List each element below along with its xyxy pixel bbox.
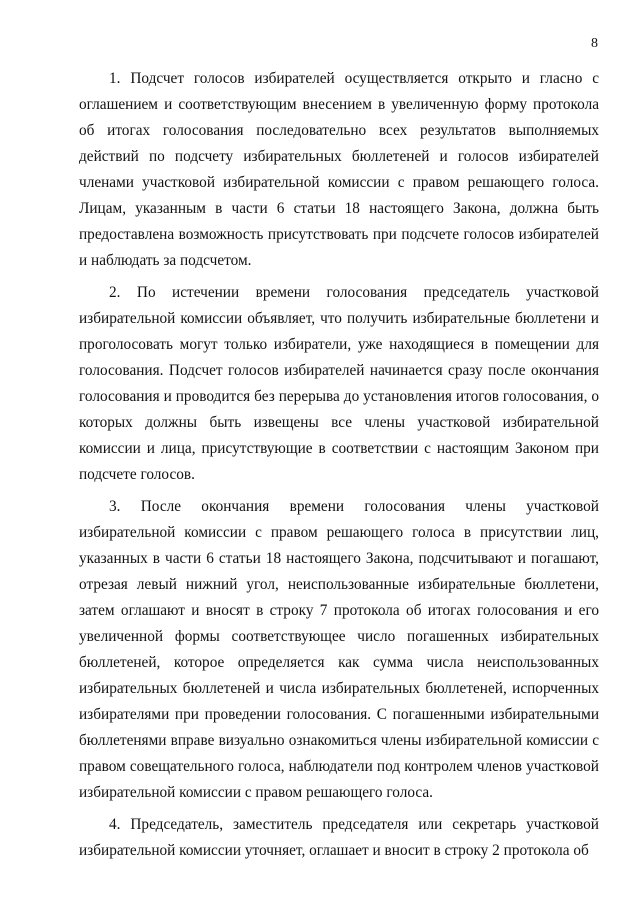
page-number: 8	[591, 36, 598, 51]
document-body	[79, 66, 599, 864]
paragraph-2: 2. По истечении времени голосования председатель участковой избирательной комиссии объявляет, что получить избирательные бюллетени и проголосовать могут только избиратели, уже находящиеся в помещении для голосования. Подсчет голосов избирателей начинается сразу после окончания голосования и проводится без перерыва до установления итогов голосования, о которых должны быть извещены все члены участковой избирательной комиссии и лица, присутствующие в соответствии с настоящим Законом при подсчете голосов.	[79, 284, 599, 483]
paragraph-1: 1. Подсчет голосов избирателей осуществляется открыто и гласно с оглашением и соответствующим внесением в увеличенную форму протокола об итогах голосования последовательно всех результатов выполняемых действий по подсчету избирательных бюллетеней и голосов избирателей членами участковой избирательной комиссии с правом решающего голоса. Лицам, указанным в части 6 статьи 18 настоящего Закона, должна быть предоставлена возможность присутствовать при подсчете голосов избирателей и наблюдать за подсчетом.	[79, 70, 599, 269]
paragraph-4: 4. Председатель, заместитель председателя или секретарь участковой избирательной комиссии уточняет, оглашает и вносит в строку 2 протокола об	[79, 816, 599, 859]
paragraph-3: 3. После окончания времени голосования члены участковой избирательной комиссии с правом решающего голоса в присутствии лиц, указанных в части 6 статьи 18 настоящего Закона, подсчитывают и погашают, отрезая левый нижний угол, неиспользованные избирательные бюллетени, затем оглашают и вносят в строку 7 протокола об итогах голосования и его увеличенной формы соответствующее число погашенных избирательных бюллетеней, которое определяется как сумма числа неиспользованных избирательных бюллетеней и числа избирательных бюллетеней, испорченных избирателями при проведении голосования. С погашенными избирательными бюллетенями вправе визуально ознакомиться члены избирательной комиссии с правом совещательного голоса, наблюдатели под контролем членов участковой избирательной комиссии с правом решающего голоса.	[79, 498, 599, 801]
